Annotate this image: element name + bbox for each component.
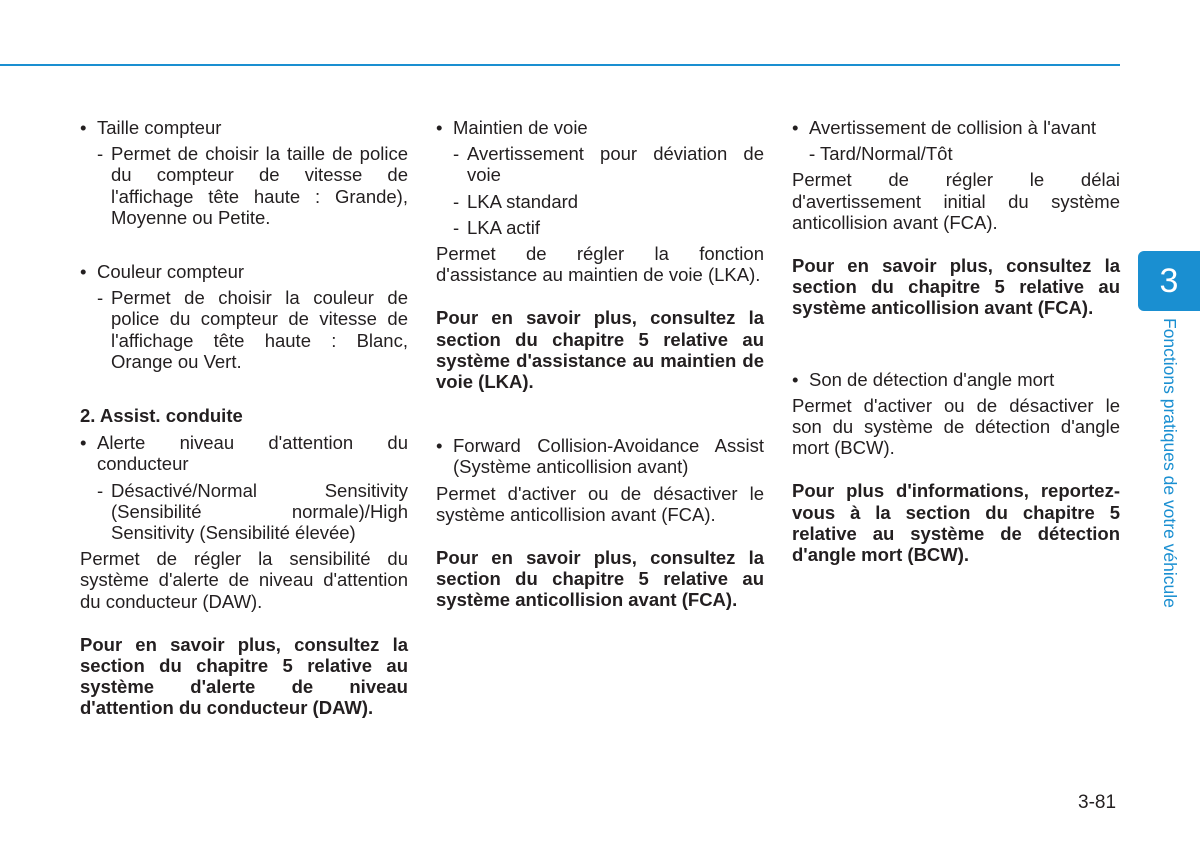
bullet-avertissement-collision: • Avertissement de collision à l'avant bbox=[792, 117, 1120, 138]
note-avertissement-collision: Pour en savoir plus, consultez la section du chapitre 5 relative au système anticollision avant (FCA). bbox=[792, 255, 1120, 319]
section-heading: 2. Assist. conduite bbox=[80, 405, 243, 427]
bullet-taille-compteur: • Taille compteur bbox=[80, 117, 408, 138]
para-maintien-voie: Permet de régler la fonction d'assistance au maintien de voie (LKA). bbox=[436, 243, 764, 286]
page-number: 3-81 bbox=[1078, 792, 1117, 813]
note-son-angle-mort: Pour plus d'informations, reportez-vous à la section du chapitre 5 relative au système de détection d'angle mort (BCW). bbox=[792, 480, 1120, 566]
para-alerte-niveau: Permet de régler la sensibilité du système d'alerte de niveau d'attention du conducteur (DAW). bbox=[80, 548, 408, 612]
chapter-side-label: Fonctions pratiques de votre véhicule bbox=[1160, 318, 1180, 608]
dash-tard-normal-tot: - - Tard/Normal/Tôt bbox=[792, 143, 1120, 164]
dash-lka-standard: - LKA standard bbox=[436, 191, 764, 212]
bullet-maintien-voie: • Maintien de voie bbox=[436, 117, 764, 138]
para-forward-collision: Permet d'activer ou de désactiver le système anticollision avant (FCA). bbox=[436, 482, 764, 525]
dash-tard-normal-tot-text: Tard/Normal/Tôt bbox=[819, 143, 953, 165]
column-2 bbox=[436, 117, 764, 611]
note-alerte-niveau: Pour en savoir plus, consultez la section du chapitre 5 relative au système d'alerte de niveau d'attention du conducteur (DAW). bbox=[80, 633, 408, 719]
dash-alerte-niveau: - Désactivé/Normal Sensitivity (Sensibilité normale)/High Sensitivity (Sensibilité élevée) bbox=[80, 480, 408, 544]
para-son-angle-mort: Permet d'activer ou de désactiver le son du système de détection d'angle mort (BCW). bbox=[792, 394, 1120, 459]
bullet-couleur-compteur: • Couleur compteur bbox=[80, 261, 408, 282]
bullet-forward-collision: • Forward Collision-Avoidance Assist (Système anticollision avant) bbox=[436, 435, 764, 477]
header-rule bbox=[0, 64, 1120, 66]
note-forward-collision: Pour en savoir plus, consultez la section du chapitre 5 relative au système anticollision avant (FCA). bbox=[436, 547, 764, 611]
para-avertissement-collision: Permet de régler le délai d'avertissement initial du système anticollision avant (FCA). bbox=[792, 169, 1120, 233]
column-1 bbox=[80, 117, 408, 719]
dash-lka-actif: - LKA actif bbox=[436, 217, 764, 238]
dash-couleur-compteur: - Permet de choisir la couleur de police du compteur de vitesse de l'affichage tête haute : Blanc, Orange ou Vert. bbox=[80, 287, 408, 372]
dash-avertissement-deviation: - Avertissement pour déviation de voie bbox=[436, 143, 764, 185]
bullet-son-angle-mort: • Son de détection d'angle mort bbox=[792, 369, 1120, 390]
dash-taille-compteur: - Permet de choisir la taille de police du compteur de vitesse de l'affichage tête haute : Grande), Moyenne ou Petite. bbox=[80, 143, 408, 228]
bullet-alerte-niveau: • Alerte niveau d'attention du conducteur bbox=[80, 432, 408, 474]
chapter-tab: 3 bbox=[1138, 251, 1200, 311]
column-3 bbox=[792, 117, 1120, 565]
note-maintien-voie: Pour en savoir plus, consultez la section du chapitre 5 relative au système d'assistance au maintien de voie (LKA). bbox=[436, 307, 764, 393]
